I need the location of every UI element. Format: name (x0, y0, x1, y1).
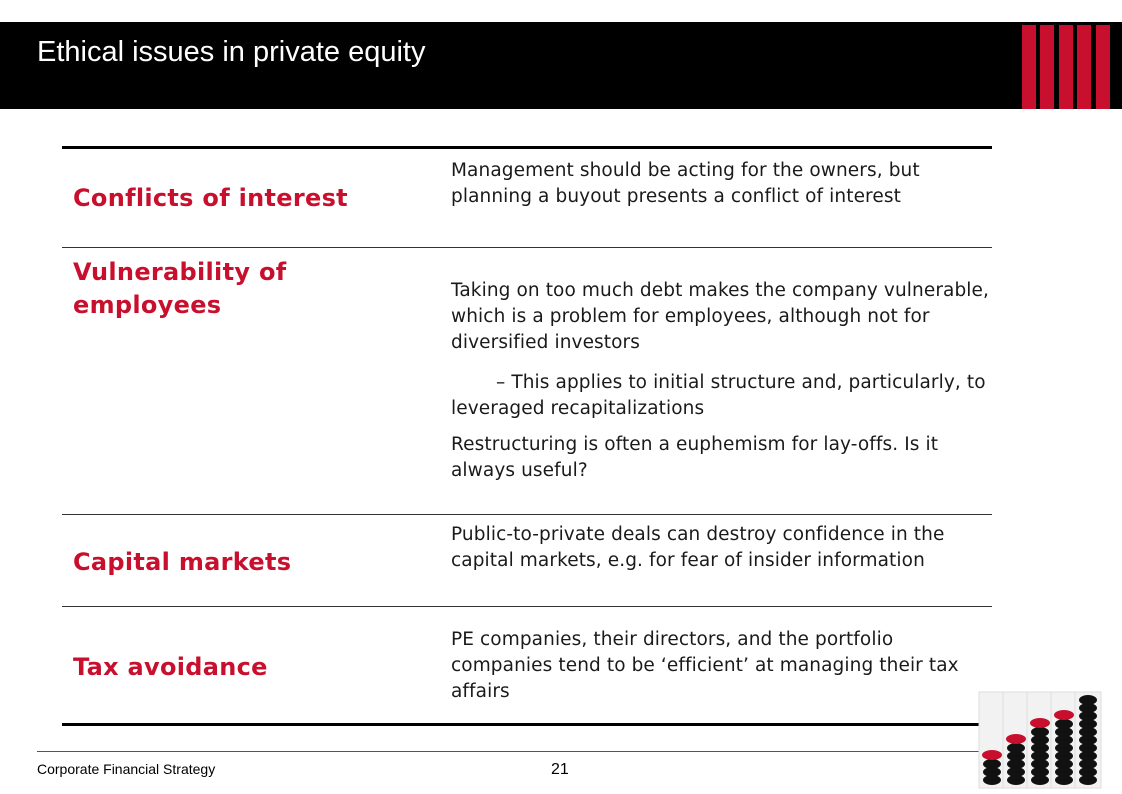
row-divider (62, 606, 992, 607)
logo-bar (1096, 25, 1110, 109)
issue-text-capital-markets: Public-to-private deals can destroy confidence in the capital markets, e.g. for fear of insider information (451, 524, 945, 571)
issue-text-conflicts: Management should be acting for the owners, but planning a buyout presents a conflict of interest (451, 160, 920, 207)
logo-bar (1059, 25, 1073, 109)
footer-rule (37, 751, 982, 752)
logo-bar (1040, 25, 1054, 109)
logo-bar (1077, 25, 1091, 109)
page-title: Ethical issues in private equity (37, 36, 426, 68)
table-top-rule (62, 146, 992, 149)
stacked-tokens-image (975, 690, 1105, 790)
logo-bar (1022, 25, 1036, 109)
issue-label-tax: Tax avoidance (73, 653, 268, 681)
issue-label-capital-markets: Capital markets (73, 548, 292, 576)
issue-text-employees (451, 278, 991, 484)
footer-course-name: Corporate Financial Strategy (37, 761, 216, 777)
paragraph: Taking on too much debt makes the company vulnerable, which is a problem for employees, although not for diversified investors (451, 280, 990, 353)
logo-bars-icon (1022, 25, 1110, 109)
page-number: 21 (551, 761, 569, 778)
paragraph: Restructuring is often a euphemism for lay-offs. Is it always useful? (451, 434, 939, 481)
sub-bullet: – This applies to initial structure and, particularly, to leveraged recapitalizations (451, 372, 986, 419)
issue-text-tax: PE companies, their directors, and the portfolio companies tend to be ‘efficient’ at managing their tax affairs (451, 629, 959, 702)
issue-label-conflicts: Conflicts of interest (73, 184, 348, 212)
table-bottom-rule (62, 723, 992, 726)
row-divider (62, 514, 992, 515)
row-divider (62, 247, 992, 248)
issue-label-employees: Vulnerability of employees (73, 258, 287, 319)
